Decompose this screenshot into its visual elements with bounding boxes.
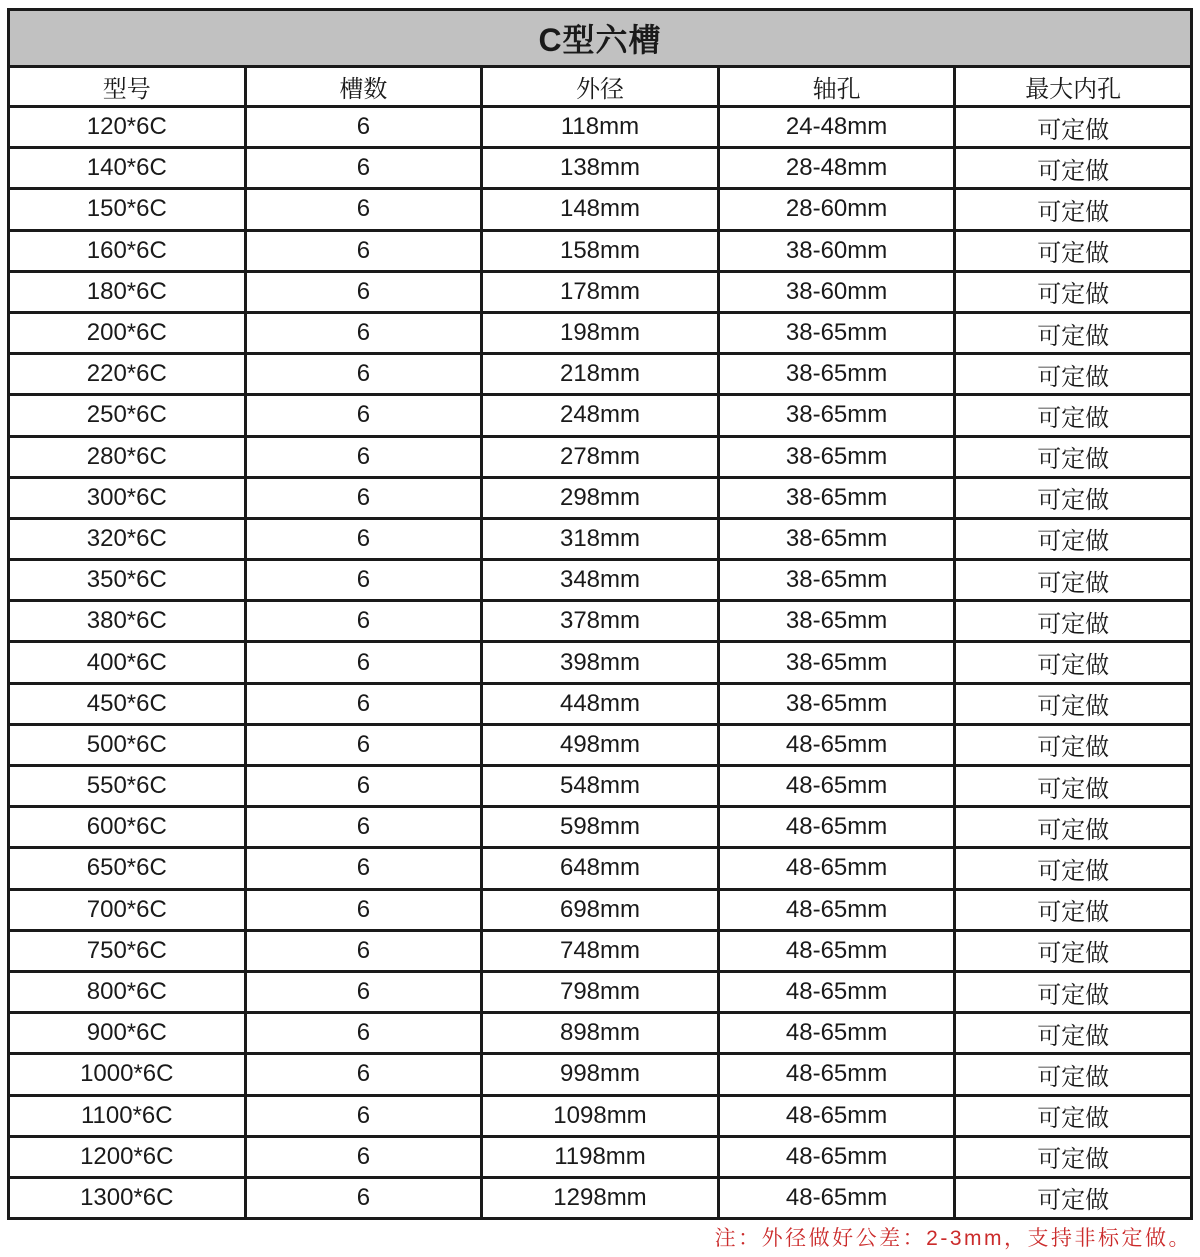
table-cell: 可定做 bbox=[955, 107, 1192, 148]
table-cell: 可定做 bbox=[955, 518, 1192, 559]
table-cell: 998mm bbox=[482, 1054, 719, 1095]
table-cell: 可定做 bbox=[955, 971, 1192, 1012]
table-cell: 6 bbox=[245, 477, 482, 518]
table-row bbox=[9, 1136, 1192, 1177]
table-cell: 748mm bbox=[482, 930, 719, 971]
table-cell: 178mm bbox=[482, 271, 719, 312]
table-cell: 750*6C bbox=[9, 930, 246, 971]
table-cell: 可定做 bbox=[955, 148, 1192, 189]
table-row bbox=[9, 354, 1192, 395]
table-cell: 898mm bbox=[482, 1013, 719, 1054]
table-cell: 可定做 bbox=[955, 889, 1192, 930]
table-row bbox=[9, 477, 1192, 518]
table-cell: 160*6C bbox=[9, 230, 246, 271]
table-cell: 可定做 bbox=[955, 930, 1192, 971]
table-cell: 可定做 bbox=[955, 395, 1192, 436]
table-cell: 28-48mm bbox=[718, 148, 955, 189]
table-cell: 6 bbox=[245, 312, 482, 353]
table-cell: 6 bbox=[245, 189, 482, 230]
table-cell: 可定做 bbox=[955, 848, 1192, 889]
table-cell: 可定做 bbox=[955, 312, 1192, 353]
column-header-4: 最大内孔 bbox=[955, 67, 1192, 107]
table-cell: 6 bbox=[245, 1013, 482, 1054]
table-cell: 可定做 bbox=[955, 560, 1192, 601]
table-body bbox=[9, 107, 1192, 1219]
table-cell: 可定做 bbox=[955, 436, 1192, 477]
table-cell: 6 bbox=[245, 930, 482, 971]
table-cell: 可定做 bbox=[955, 766, 1192, 807]
table-row bbox=[9, 848, 1192, 889]
table-cell: 38-65mm bbox=[718, 354, 955, 395]
table-cell: 650*6C bbox=[9, 848, 246, 889]
table-cell: 6 bbox=[245, 889, 482, 930]
table-cell: 1300*6C bbox=[9, 1177, 246, 1218]
table-cell: 1198mm bbox=[482, 1136, 719, 1177]
table-cell: 1000*6C bbox=[9, 1054, 246, 1095]
table-cell: 48-65mm bbox=[718, 807, 955, 848]
table-row bbox=[9, 642, 1192, 683]
table-cell: 48-65mm bbox=[718, 930, 955, 971]
column-header-1: 槽数 bbox=[245, 67, 482, 107]
table-cell: 48-65mm bbox=[718, 1013, 955, 1054]
table-cell: 200*6C bbox=[9, 312, 246, 353]
footnote: 注：外径做好公差：2-3mm，支持非标定做。 bbox=[714, 1227, 1192, 1250]
column-header-0: 型号 bbox=[9, 67, 246, 107]
table-cell: 可定做 bbox=[955, 189, 1192, 230]
table-cell: 28-60mm bbox=[718, 189, 955, 230]
table-row bbox=[9, 807, 1192, 848]
table-cell: 38-65mm bbox=[718, 560, 955, 601]
table-cell: 38-65mm bbox=[718, 683, 955, 724]
table-cell: 318mm bbox=[482, 518, 719, 559]
table-cell: 400*6C bbox=[9, 642, 246, 683]
column-header-3: 轴孔 bbox=[718, 67, 955, 107]
table-cell: 6 bbox=[245, 1136, 482, 1177]
table-cell: 6 bbox=[245, 642, 482, 683]
table-row bbox=[9, 1095, 1192, 1136]
table-cell: 可定做 bbox=[955, 477, 1192, 518]
table-cell: 648mm bbox=[482, 848, 719, 889]
table-row bbox=[9, 930, 1192, 971]
table-cell: 可定做 bbox=[955, 1177, 1192, 1218]
table-cell: 6 bbox=[245, 601, 482, 642]
table-cell: 38-65mm bbox=[718, 436, 955, 477]
table-cell: 448mm bbox=[482, 683, 719, 724]
table-cell: 1200*6C bbox=[9, 1136, 246, 1177]
table-row bbox=[9, 724, 1192, 765]
table-cell: 450*6C bbox=[9, 683, 246, 724]
table-cell: 1098mm bbox=[482, 1095, 719, 1136]
table-row bbox=[9, 271, 1192, 312]
table-row bbox=[9, 683, 1192, 724]
table-cell: 6 bbox=[245, 971, 482, 1012]
table-cell: 298mm bbox=[482, 477, 719, 518]
table-cell: 148mm bbox=[482, 189, 719, 230]
table-title-row bbox=[9, 10, 1192, 67]
table-cell: 48-65mm bbox=[718, 1095, 955, 1136]
table-cell: 可定做 bbox=[955, 271, 1192, 312]
table-cell: 198mm bbox=[482, 312, 719, 353]
table-cell: 1100*6C bbox=[9, 1095, 246, 1136]
table-cell: 38-65mm bbox=[718, 312, 955, 353]
table-cell: 48-65mm bbox=[718, 724, 955, 765]
table-cell: 48-65mm bbox=[718, 971, 955, 1012]
table-cell: 6 bbox=[245, 395, 482, 436]
table-cell: 6 bbox=[245, 518, 482, 559]
table-cell: 280*6C bbox=[9, 436, 246, 477]
table-row bbox=[9, 1177, 1192, 1218]
table-cell: 6 bbox=[245, 1054, 482, 1095]
table-cell: 6 bbox=[245, 354, 482, 395]
table-cell: 38-65mm bbox=[718, 601, 955, 642]
column-header-row bbox=[9, 67, 1192, 107]
table-cell: 380*6C bbox=[9, 601, 246, 642]
table-cell: 可定做 bbox=[955, 724, 1192, 765]
table-cell: 300*6C bbox=[9, 477, 246, 518]
table-cell: 378mm bbox=[482, 601, 719, 642]
table-cell: 138mm bbox=[482, 148, 719, 189]
table-cell: 6 bbox=[245, 436, 482, 477]
table-cell: 798mm bbox=[482, 971, 719, 1012]
table-cell: 6 bbox=[245, 107, 482, 148]
table-cell: 38-60mm bbox=[718, 271, 955, 312]
table-row bbox=[9, 601, 1192, 642]
table-cell: 248mm bbox=[482, 395, 719, 436]
table-row bbox=[9, 436, 1192, 477]
table-cell: 6 bbox=[245, 271, 482, 312]
table-row bbox=[9, 189, 1192, 230]
table-title: C型六槽 bbox=[9, 10, 1192, 67]
table-cell: 278mm bbox=[482, 436, 719, 477]
table-row bbox=[9, 1054, 1192, 1095]
table-cell: 158mm bbox=[482, 230, 719, 271]
table-cell: 598mm bbox=[482, 807, 719, 848]
table-cell: 48-65mm bbox=[718, 766, 955, 807]
table-row bbox=[9, 148, 1192, 189]
table-row bbox=[9, 107, 1192, 148]
table-cell: 48-65mm bbox=[718, 1054, 955, 1095]
table-cell: 6 bbox=[245, 807, 482, 848]
table-cell: 150*6C bbox=[9, 189, 246, 230]
table-cell: 6 bbox=[245, 1177, 482, 1218]
table-cell: 可定做 bbox=[955, 1095, 1192, 1136]
spec-table bbox=[7, 8, 1193, 1220]
table-cell: 可定做 bbox=[955, 1013, 1192, 1054]
table-cell: 348mm bbox=[482, 560, 719, 601]
table-cell: 38-65mm bbox=[718, 477, 955, 518]
table-cell: 6 bbox=[245, 683, 482, 724]
table-cell: 218mm bbox=[482, 354, 719, 395]
table-cell: 可定做 bbox=[955, 1054, 1192, 1095]
table-cell: 38-65mm bbox=[718, 518, 955, 559]
table-cell: 6 bbox=[245, 560, 482, 601]
table-cell: 可定做 bbox=[955, 601, 1192, 642]
table-cell: 320*6C bbox=[9, 518, 246, 559]
table-cell: 48-65mm bbox=[718, 1177, 955, 1218]
table-cell: 700*6C bbox=[9, 889, 246, 930]
table-cell: 498mm bbox=[482, 724, 719, 765]
table-row bbox=[9, 312, 1192, 353]
table-cell: 6 bbox=[245, 766, 482, 807]
table-cell: 可定做 bbox=[955, 642, 1192, 683]
table-cell: 900*6C bbox=[9, 1013, 246, 1054]
table-cell: 6 bbox=[245, 230, 482, 271]
table-cell: 1298mm bbox=[482, 1177, 719, 1218]
table-cell: 250*6C bbox=[9, 395, 246, 436]
table-row bbox=[9, 395, 1192, 436]
table-row bbox=[9, 889, 1192, 930]
table-cell: 38-65mm bbox=[718, 395, 955, 436]
table-cell: 24-48mm bbox=[718, 107, 955, 148]
table-cell: 6 bbox=[245, 848, 482, 889]
table-cell: 6 bbox=[245, 148, 482, 189]
table-cell: 220*6C bbox=[9, 354, 246, 395]
table-row bbox=[9, 1013, 1192, 1054]
table-cell: 600*6C bbox=[9, 807, 246, 848]
table-cell: 38-60mm bbox=[718, 230, 955, 271]
column-header-2: 外径 bbox=[482, 67, 719, 107]
table-cell: 6 bbox=[245, 724, 482, 765]
table-cell: 可定做 bbox=[955, 683, 1192, 724]
table-cell: 500*6C bbox=[9, 724, 246, 765]
table-row bbox=[9, 518, 1192, 559]
table-cell: 350*6C bbox=[9, 560, 246, 601]
table-row bbox=[9, 971, 1192, 1012]
table-cell: 180*6C bbox=[9, 271, 246, 312]
table-cell: 698mm bbox=[482, 889, 719, 930]
table-cell: 550*6C bbox=[9, 766, 246, 807]
table-cell: 398mm bbox=[482, 642, 719, 683]
table-cell: 可定做 bbox=[955, 354, 1192, 395]
table-cell: 548mm bbox=[482, 766, 719, 807]
table-cell: 可定做 bbox=[955, 1136, 1192, 1177]
table-cell: 120*6C bbox=[9, 107, 246, 148]
table-row bbox=[9, 766, 1192, 807]
table-cell: 140*6C bbox=[9, 148, 246, 189]
table-cell: 可定做 bbox=[955, 807, 1192, 848]
table-cell: 800*6C bbox=[9, 971, 246, 1012]
table-cell: 48-65mm bbox=[718, 889, 955, 930]
table-cell: 118mm bbox=[482, 107, 719, 148]
table-cell: 48-65mm bbox=[718, 848, 955, 889]
table-row bbox=[9, 230, 1192, 271]
table-cell: 48-65mm bbox=[718, 1136, 955, 1177]
table-cell: 38-65mm bbox=[718, 642, 955, 683]
table-cell: 可定做 bbox=[955, 230, 1192, 271]
table-row bbox=[9, 560, 1192, 601]
table-cell: 6 bbox=[245, 1095, 482, 1136]
